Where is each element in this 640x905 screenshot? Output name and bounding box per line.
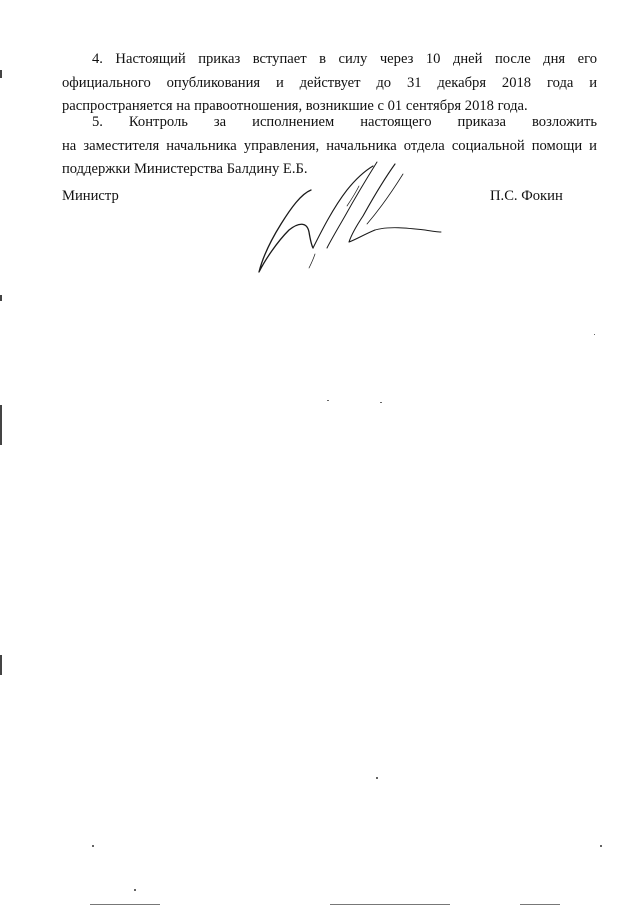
handwritten-signature [255,160,445,278]
scan-edge-mark [0,405,2,445]
scan-edge-mark [0,295,2,301]
scan-speck [92,845,94,847]
paragraph-4-line-2: официального опубликования и действует до 31 декабря 2018 года и [62,74,597,91]
signer-name: П.С. Фокин [490,188,563,204]
paragraph-4-line-1: 4. Настоящий приказ вступает в силу через 10 дней после дня его [92,51,597,67]
scan-speck [134,889,136,891]
paragraph-5-line-2: на заместителя начальника управления, начальника отдела социальной помощи и [62,137,597,154]
scan-speck [594,334,595,335]
scan-edge-mark [0,70,2,78]
scan-edge-mark [0,655,2,675]
position-title: Министр [62,188,119,204]
paragraph-5-line-1: 5. Контроль за исполнением настоящего приказа возложить [92,114,597,130]
scan-speck [376,777,378,779]
scan-speck [600,845,602,847]
paragraph-5-line-3: поддержки Министерства Балдину Е.Б. [62,161,308,177]
paragraph-4-line-3: распространяется на правоотношения, возникшие с 01 сентября 2018 года. [62,98,528,114]
paragraph-4 [62,48,597,119]
scan-speck [380,402,382,403]
scan-speck [327,400,329,401]
